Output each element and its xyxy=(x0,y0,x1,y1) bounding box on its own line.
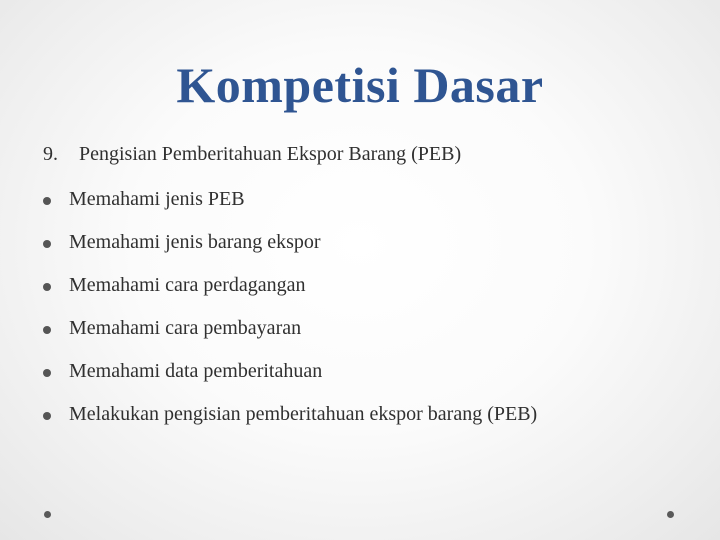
list-item xyxy=(43,317,537,360)
list-item-text: Melakukan pengisian pemberitahuan ekspor barang (PEB) xyxy=(69,403,538,425)
bullet-dot-icon xyxy=(43,369,51,377)
bullet-dot-icon xyxy=(43,240,51,248)
list-item xyxy=(43,403,537,446)
list-item-text: Memahami cara perdagangan xyxy=(69,274,306,296)
item-text: Pengisian Pemberitahuan Ekspor Barang (PEB) xyxy=(79,143,462,165)
corner-dot-icon xyxy=(44,511,51,518)
list-item xyxy=(43,360,537,403)
list-item-text: Memahami jenis PEB xyxy=(69,188,245,210)
numbered-item xyxy=(43,143,461,166)
list-item-text: Memahami data pemberitahuan xyxy=(69,360,323,382)
slide-title: Kompetisi Dasar xyxy=(176,57,544,113)
list-item-text: Memahami jenis barang ekspor xyxy=(69,231,321,253)
corner-dot-icon xyxy=(667,511,674,518)
list-item-text: Memahami cara pembayaran xyxy=(69,317,302,339)
list-item xyxy=(43,231,537,274)
item-number: 9. xyxy=(43,143,58,165)
bullet-dot-icon xyxy=(43,283,51,291)
bullet-dot-icon xyxy=(43,412,51,420)
list-item xyxy=(43,188,537,231)
bullet-list xyxy=(43,188,537,446)
bullet-dot-icon xyxy=(43,326,51,334)
list-item xyxy=(43,274,537,317)
bullet-dot-icon xyxy=(43,197,51,205)
